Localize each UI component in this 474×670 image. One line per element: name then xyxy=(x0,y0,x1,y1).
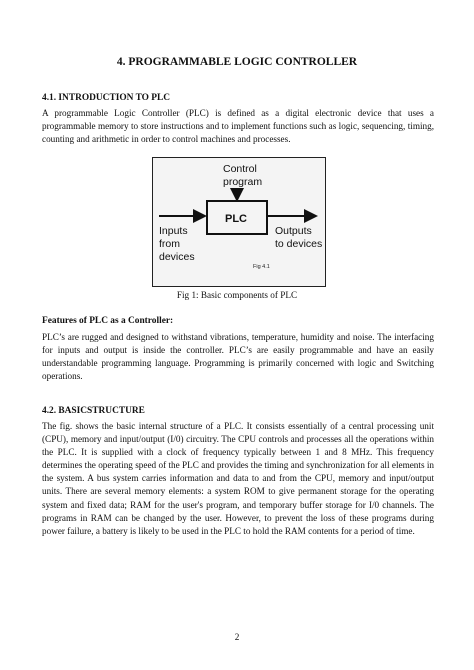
section-heading-features: Features of PLC as a Controller: xyxy=(42,316,174,326)
page-number: 2 xyxy=(234,632,240,642)
inputs-label-line2: from xyxy=(159,238,180,250)
section-text-introduction: A programmable Logic Controller (PLC) is defined as a digital electronic device that uses a programmable memory to store instructions and to implement functions such as logic, sequencing, timing, counting and arithmetic in order to control machines and processes. xyxy=(42,108,434,145)
section-text-features: PLC’s are rugged and designed to withstand vibrations, temperature, humidity and noise. The interfacing for inputs and output is inside the controller. PLC’s are easily programmable and have an easily understandable programming language. Programming is primarily concerned with logic and Switching operations. xyxy=(42,332,434,382)
section-heading-basic-structure: 4.2. BASICSTRUCTURE xyxy=(42,406,145,416)
outputs-label-line1: Outputs xyxy=(275,225,312,237)
inputs-label-line1: Inputs xyxy=(159,225,188,237)
control-program-label-line2: program xyxy=(223,176,263,188)
outputs-label-line2: to devices xyxy=(275,238,323,250)
page-title: 4. PROGRAMMABLE LOGIC CONTROLLER xyxy=(116,56,358,68)
plc-diagram-svg xyxy=(153,158,325,286)
plc-block-diagram xyxy=(152,157,326,287)
control-program-label-line1: Control xyxy=(223,163,257,175)
plc-box-label: PLC xyxy=(225,213,247,225)
section-text-basic-structure: The fig. shows the basic internal structure of a PLC. It consists essentially of a central processing unit (CPU), memory and input/output (I/0) circuitry. The CPU controls and processes all the operations within the PLC. It is supplied with a clock of frequency typically between 1 and 8 MHz. This frequency determines the operating speed of the PLC and provides the timing and synchronization for all elements in the system. A bus system carries information and data to and from the CPU, memory and input/output units. There are several memory elements: a system ROM to give permanent storage for the operating system and fixed data; RAM for the user's program, and temporary buffer storage for I/0 channels. The programs in RAM can be changed by the user. However, to prevent the loss of these programs during power failure, a battery is likely to be used in the PLC to hold the RAM contents for a period of time. xyxy=(42,421,434,536)
section-heading-introduction: 4.1. INTRODUCTION TO PLC xyxy=(42,93,171,103)
figure-caption: Fig 1: Basic components of PLC xyxy=(176,290,298,300)
figure-tag: Fig 4.1 xyxy=(253,264,270,270)
inputs-label-line3: devices xyxy=(159,251,195,263)
